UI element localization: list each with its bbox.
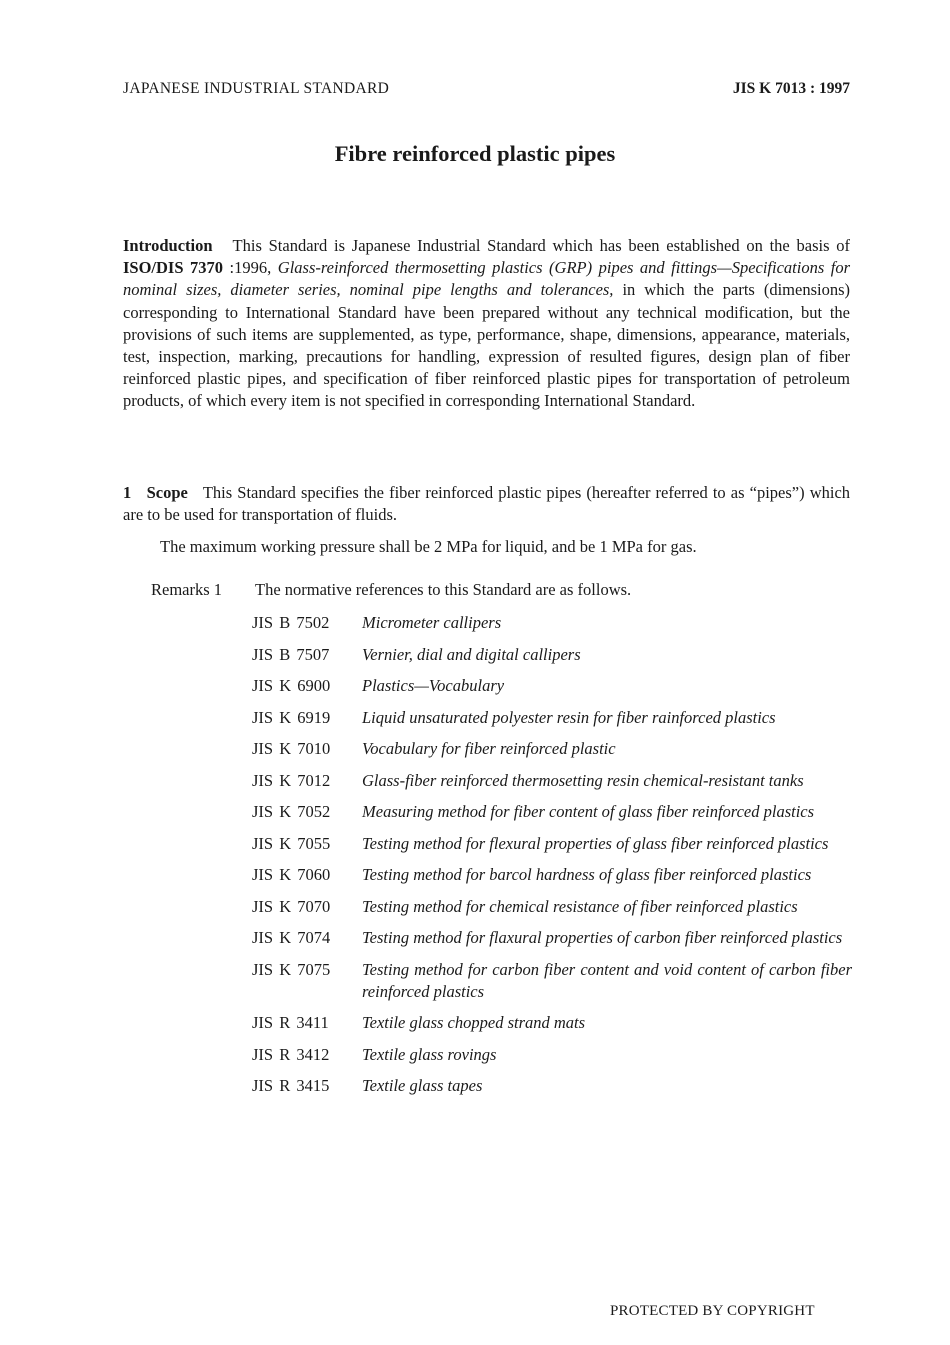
remarks-text: The normative references to this Standard are as follows.: [255, 580, 632, 599]
reference-item: [252, 707, 852, 729]
reference-title: Testing method for carbon fiber content and void content of carbon fiber reinforced plastics: [362, 959, 852, 1001]
header-standard-number: JIS K 7013 : 1997: [732, 80, 850, 97]
reference-list: [252, 612, 852, 1107]
reference-code: JIS R 3411: [252, 1013, 329, 1032]
reference-item: [252, 1044, 852, 1066]
reference-title: Vernier, dial and digital callipers: [362, 644, 581, 664]
scope-text: This Standard specifies the fiber reinforced plastic pipes (hereafter referred to as “pipes”) which are to be used for transportation of fluids.: [123, 483, 851, 525]
reference-code: JIS R 3412: [252, 1044, 330, 1064]
scope-paragraph: [123, 482, 850, 526]
page-title: Fibre reinforced plastic pipes: [334, 141, 616, 166]
reference-code: JIS K 7070: [252, 896, 331, 916]
scope-heading: Scope: [146, 483, 188, 502]
reference-item: [252, 675, 852, 697]
reference-code: JIS K 6900: [252, 676, 331, 695]
reference-title: Liquid unsaturated polyester resin for fiber rainforced plastics: [362, 707, 776, 727]
reference-item: [252, 959, 852, 1003]
scope-number: 1: [123, 483, 132, 502]
remarks-label: Remarks 1: [151, 580, 223, 599]
reference-item: [252, 896, 852, 918]
reference-code: JIS B 7502: [252, 613, 330, 632]
reference-title: Textile glass chopped strand mats: [362, 1013, 586, 1032]
header-standard-name: JAPANESE INDUSTRIAL STANDARD: [123, 80, 390, 97]
reference-code: JIS K 7012: [252, 770, 331, 790]
reference-title: Testing method for flaxural properties of carbon fiber reinforced plastics: [362, 928, 843, 947]
reference-code: JIS K 7052: [252, 802, 331, 821]
reference-item: [252, 612, 852, 634]
reference-item: [252, 644, 852, 666]
reference-title: Testing method for chemical resistance of fiber reinforced plastics: [362, 896, 798, 916]
introduction-text-c: in which the parts (dimensions) corresponding to International Standard have been prepared without any technical modification, but the provisions of such items are supplemented, as type, performance, shape, dimensions, appearance, materials, test, inspection, marking, precautions for handling, expression of resulted figures, design plan of fiber reinforced plastic pipes, and specification of fiber reinforced plastic pipes for transportation of petroleum products, of which every item is not specified in corresponding International Standard.: [123, 280, 851, 411]
introduction-heading: Introduction: [123, 236, 213, 255]
reference-item: [252, 1012, 852, 1034]
reference-title: Measuring method for fiber content of glass fiber reinforced plastics: [362, 802, 815, 821]
reference-item: [252, 1075, 852, 1097]
iso-reference: ISO/DIS 7370: [123, 258, 224, 278]
reference-title: Textile glass rovings: [362, 1044, 497, 1064]
reference-item: [252, 927, 852, 949]
reference-code: JIS R 3415: [252, 1076, 330, 1095]
iso-title: Glass-reinforced thermosetting plastics (GRP) pipes and fittings—Specifications for nominal sizes, diameter series, nominal pipe lengths and tolerances,: [123, 258, 851, 300]
reference-item: [252, 864, 852, 886]
reference-title: Testing method for barcol hardness of glass fiber reinforced plastics: [362, 865, 812, 884]
reference-title: Plastics—Vocabulary: [362, 676, 505, 695]
reference-item: [252, 770, 852, 792]
reference-title: Glass-fiber reinforced thermosetting resin chemical-resistant tanks: [362, 770, 804, 790]
reference-code: JIS K 7075: [252, 959, 331, 979]
reference-code: JIS K 7010: [252, 739, 331, 758]
introduction-text-a: This Standard is Japanese Industrial Standard which has been established on the basis of: [232, 236, 851, 255]
reference-code: JIS K 7060: [252, 865, 331, 884]
reference-title: Micrometer callipers: [362, 613, 502, 632]
reference-title: Textile glass tapes: [362, 1076, 483, 1095]
introduction-paragraph: [123, 235, 850, 413]
copyright-footer: PROTECTED BY COPYRIGHT: [610, 1303, 815, 1319]
reference-title: Testing method for flexural properties of glass fiber reinforced plastics: [362, 833, 829, 853]
pressure-statement: The maximum working pressure shall be 2 MPa for liquid, and be 1 MPa for gas.: [160, 537, 697, 556]
reference-code: JIS B 7507: [252, 644, 330, 664]
reference-code: JIS K 6919: [252, 707, 331, 727]
reference-title: Vocabulary for fiber reinforced plastic: [362, 739, 616, 758]
reference-code: JIS K 7074: [252, 928, 331, 947]
introduction-text-b: :1996,: [229, 258, 272, 278]
reference-item: [252, 833, 852, 855]
reference-code: JIS K 7055: [252, 833, 331, 853]
reference-item: [252, 738, 852, 760]
reference-item: [252, 801, 852, 823]
